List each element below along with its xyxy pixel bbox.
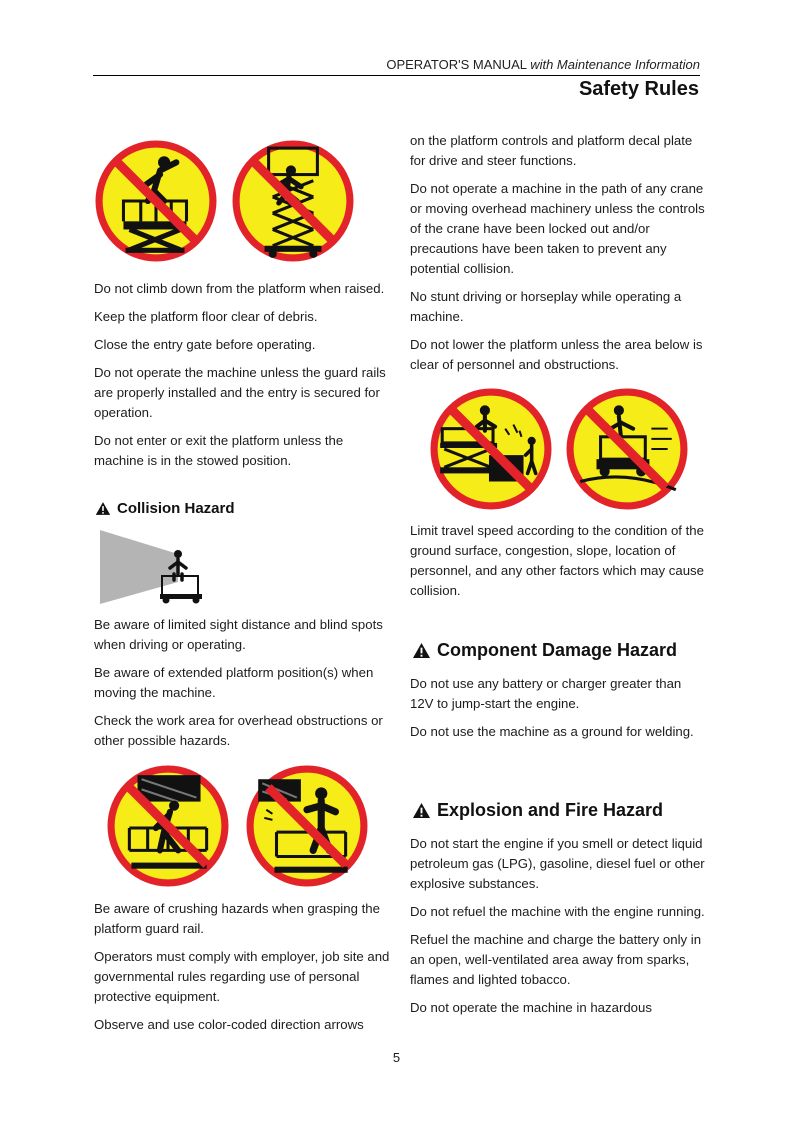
rule-text: Refuel the machine and charge the battery only in an open, well-ventilated area away from sparks, flames and lighted tobacco.: [410, 932, 702, 987]
section-title: Safety Rules: [578, 78, 699, 100]
manual-title: [386, 57, 700, 72]
no-crushing-icon: [107, 765, 229, 887]
rule-text: Operators must comply with employer, job site and governmental rules regarding use of personal protective equipment.: [94, 949, 390, 1004]
left-safety-rules: [94, 279, 394, 479]
rule-text: Close the entry gate before operating.: [94, 337, 316, 352]
no-lowering-on-personnel-icon: [430, 388, 552, 510]
warning-triangle-icon: [412, 642, 431, 659]
rule-text: Observe and use color-coded direction arrows: [94, 1017, 364, 1032]
rule-text: Be aware of crushing hazards when grasping the platform guard rail.: [94, 901, 380, 936]
rule-text: No stunt driving or horseplay while operating a machine.: [410, 289, 682, 324]
component-damage-title: Component Damage Hazard: [437, 640, 678, 660]
rule-text: Limit travel speed according to the condition of the ground surface, congestion, slope, location of personnel, and any other factors which may cause collision.: [410, 523, 704, 598]
explosion-fire-rules: [410, 834, 705, 1026]
right-safety-rules: [410, 131, 705, 383]
rule-text: Do not use the machine as a ground for welding.: [410, 724, 694, 739]
rule-text: Do not operate the machine in hazardous: [410, 1000, 652, 1015]
left-crushing-rules: [94, 899, 394, 1043]
rule-text: Keep the platform floor clear of debris.: [94, 309, 318, 324]
warning-triangle-icon: [412, 802, 431, 819]
left-collision-rules: [94, 615, 394, 759]
rule-text: Do not enter or exit the platform unless the machine is in the stowed position.: [94, 433, 344, 468]
component-damage-heading: [412, 640, 677, 661]
component-damage-rules: [410, 674, 705, 750]
rule-text: Do not climb down from the platform when raised.: [94, 281, 385, 296]
rule-text: Be aware of limited sight distance and blind spots when driving or operating.: [94, 617, 383, 652]
warning-triangle-icon: [95, 501, 111, 516]
rule-text: Do not lower the platform unless the area below is clear of personnel and obstructions.: [410, 337, 703, 372]
no-speeding-icon: [566, 388, 688, 510]
no-overhead-crushing-icon: [246, 765, 368, 887]
explosion-fire-heading: [412, 800, 663, 821]
rule-text: Be aware of extended platform position(s) when moving the machine.: [94, 665, 374, 700]
right-travel-rules: [410, 521, 705, 609]
rule-text: Do not refuel the machine with the engine running.: [410, 904, 705, 919]
explosion-fire-title: Explosion and Fire Hazard: [437, 800, 664, 820]
rule-text: on the platform controls and platform decal plate for drive and steer functions.: [410, 133, 693, 168]
blind-spot-icon: [100, 530, 210, 604]
no-climbing-rail-icon: [95, 140, 217, 262]
page-number: 5: [392, 1050, 401, 1065]
manual-title-main: OPERATOR'S MANUAL: [386, 57, 527, 72]
no-climbing-scissors-icon: [232, 140, 354, 262]
rule-text: Check the work area for overhead obstructions or other possible hazards.: [94, 713, 383, 748]
collision-hazard-heading: [95, 500, 235, 517]
rule-text: Do not use any battery or charger greater than 12V to jump-start the engine.: [410, 676, 682, 711]
rule-text: Do not operate the machine unless the guard rails are properly installed and the entry is secured for operation.: [94, 365, 386, 420]
collision-hazard-title: Collision Hazard: [117, 500, 235, 517]
header-rule: [93, 75, 700, 76]
rule-text: Do not operate a machine in the path of any crane or moving overhead machinery unless the controls of the crane have been locked out and/or precautions have been taken to prevent any potential collision.: [410, 181, 705, 276]
manual-title-subtitle: with Maintenance Information: [530, 57, 700, 72]
rule-text: Do not start the engine if you smell or detect liquid petroleum gas (LPG), gasoline, diesel fuel or other explosive substances.: [410, 836, 705, 891]
